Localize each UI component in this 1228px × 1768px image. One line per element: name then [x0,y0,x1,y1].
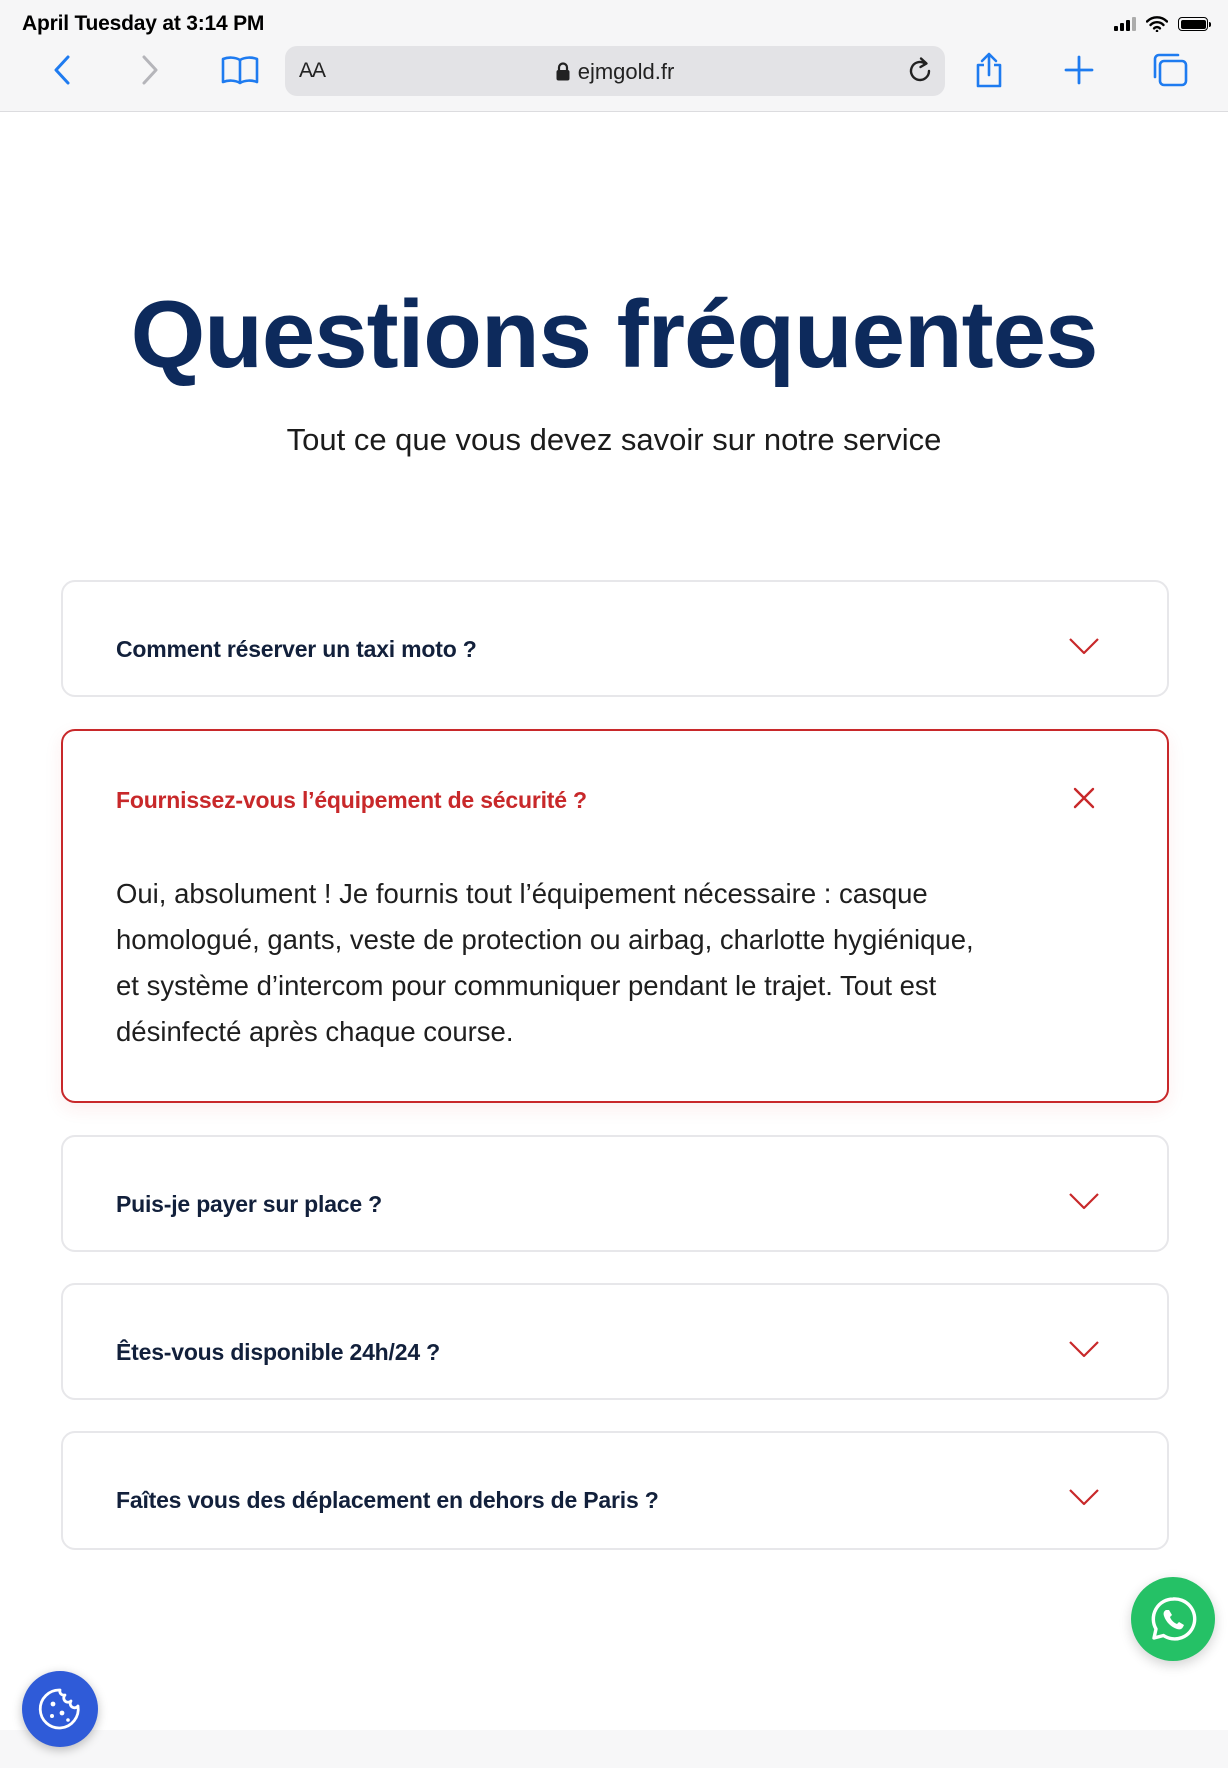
reload-icon[interactable] [905,55,935,87]
forward-button[interactable] [128,48,172,92]
cookie-settings-button[interactable] [22,1671,98,1747]
page-title: Questions fréquentes [130,281,1098,388]
faq-item[interactable] [61,1431,1169,1550]
address-bar[interactable] [285,46,945,96]
faq-item[interactable] [61,580,1169,697]
plus-icon [1064,55,1094,85]
url-display[interactable] [285,59,945,85]
chevron-down-icon[interactable] [1067,1337,1101,1361]
whatsapp-button[interactable] [1131,1577,1215,1661]
chevron-left-icon [51,54,73,86]
faq-question: Puis-je payer sur place ? [116,1191,383,1217]
close-icon[interactable] [1071,785,1097,811]
text-size-button[interactable]: AA [299,59,326,82]
bookmarks-button[interactable] [218,48,262,92]
battery-icon [1178,17,1208,31]
new-tab-button[interactable] [1057,48,1101,92]
wifi-icon [1146,16,1168,32]
whatsapp-icon [1149,1595,1197,1643]
lock-icon [556,62,570,81]
chevron-down-icon[interactable] [1067,1189,1101,1213]
footer-edge [0,1730,1228,1768]
browser-chrome [0,0,1228,112]
tabs-button[interactable] [1148,48,1192,92]
share-icon [974,52,1004,88]
faq-question: Êtes-vous disponible 24h/24 ? [116,1339,440,1365]
page-subtitle: Tout ce que vous devez savoir sur notre service [286,422,942,457]
faq-question: Fournissez-vous l’équipement de sécurité ? [116,787,587,813]
faq-question: Faîtes vous des déplacement en dehors de Paris ? [116,1487,659,1513]
status-time: April Tuesday at 3:14 PM [22,12,265,35]
chevron-right-icon [139,54,161,86]
faq-item[interactable] [61,1283,1169,1400]
faq-question: Comment réserver un taxi moto ? [116,636,477,662]
back-button[interactable] [40,48,84,92]
status-icons [1114,16,1208,32]
tabs-icon [1152,53,1188,87]
chevron-down-icon[interactable] [1067,1485,1101,1509]
faq-item[interactable] [61,1135,1169,1252]
book-icon [220,54,260,86]
cellular-signal-icon [1114,17,1136,31]
faq-item-expanded[interactable] [61,729,1169,1103]
url-text: ejmgold.fr [577,59,675,84]
cookie-icon [38,1687,82,1731]
faq-answer: Oui, absolument ! Je fournis tout l’équipement nécessaire : casque homologué, gants, veste de protection ou airbag, charlotte hygiénique, et système d’intercom pour communiquer pendant le trajet. Tout est désinfecté après chaque course. [116,878,974,1047]
chevron-down-icon[interactable] [1067,634,1101,658]
share-button[interactable] [967,48,1011,92]
